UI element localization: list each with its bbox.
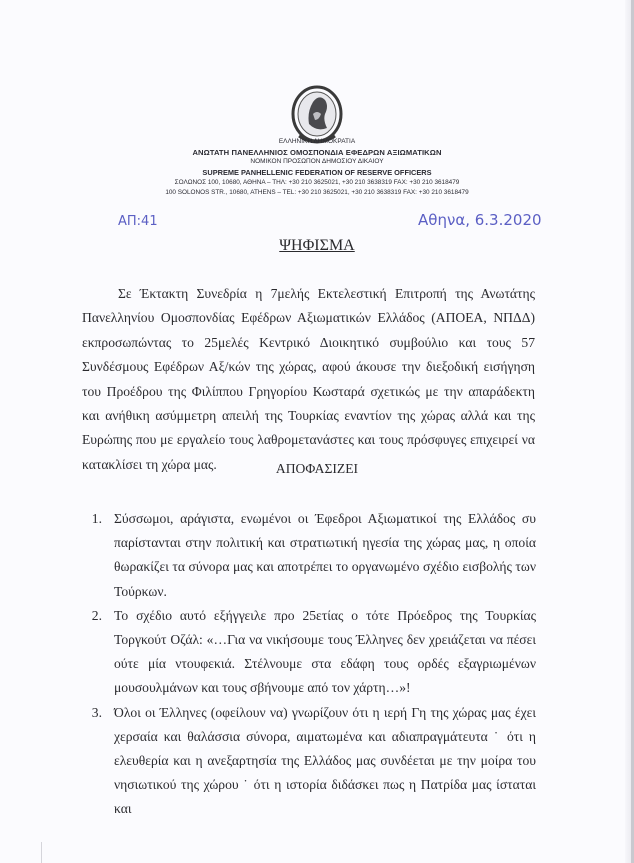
list-item-text: Το σχέδιο αυτό εξήγγειλε προ 25ετίας ο τότε Πρόεδρος της Τουρκίας Τοργκούτ Οζάλ: «…Για να νικήσουμε τους Έλληνες δεν χρειάζεται να πέσει ούτε μία ντουφεκιά. Στέλνουμε στα εδάφη τους ορδές εξαγριωμένων μουσουλμάνων και τους σβήνουμε από τον χάρτη…»! bbox=[114, 607, 536, 696]
list-item-number: 2. bbox=[91, 607, 102, 623]
list-item-number: 3. bbox=[91, 704, 102, 720]
decides-heading: ΑΠΟΦΑΣΙΖΕΙ bbox=[275, 461, 359, 476]
letterhead-organization-english: SUPREME PANHELLENIC FEDERATION OF RESERVE OFFICERS bbox=[202, 168, 432, 177]
list-item-text: Σύσσωμοι, αράγιστα, ενωμένοι οι Έφεδροι Αξιωματικοί της Ελλάδος συ παρίστανται στην πολιτική και στρατιωτική ηγεσία της χώρας μας, η οποία θωρακίζει τα σύνορα μας και αποτρέπει το οργανωμένο σχέδιο εισβολής των Τούρκων. bbox=[114, 511, 536, 599]
list-item bbox=[82, 701, 536, 822]
list-item-number: 1. bbox=[91, 511, 102, 526]
list-item-text: Όλοι οι Έλληνες (οφείλουν να) γνωρίζουν ότι η ιερή Γη της χώρας μας έχει χερσαία και θαλάσσια σύνορα, αιματωμένα και αδιαπραγμάτευτα ˙ ότι η ελευθερία και η ανεξαρτησία της Ελλάδος μας συνδέεται με την μοίρα του νησιωτικού της χώρου ˙ ότι η ιστορία διδάσκει πως η Πατρίδα μας ίσταται και bbox=[114, 704, 536, 817]
handwritten-date: Αθηνα, 6.3.2020 bbox=[418, 211, 542, 229]
letterhead-address-greek: ΣΟΛΩΝΟΣ 100, 10680, ΑΘΗΝΑ – ΤΗΛ: +30 210 3625021, +30 210 3638319 FAX: +30 210 3618479 bbox=[174, 179, 460, 186]
document-title: ΨΗΦΙΣΜΑ bbox=[279, 237, 355, 254]
letterhead-organization: ΑΝΩΤΑΤΗ ΠΑΝΕΛΛΗΝΙΟΣ ΟΜΟΣΠΟΝΔΙΑ ΕΦΕΔΡΩΝ ΑΞΙΩΜΑΤΙΚΩΝ bbox=[192, 148, 442, 157]
resolution-list bbox=[82, 507, 536, 822]
letterhead-address-english: 100 SOLONOS STR., 10680, ATHENS – TEL: +30 210 3625021, +30 210 3638319 FAX: +30 210 3618479 bbox=[165, 189, 469, 196]
list-item bbox=[82, 507, 536, 604]
letterhead-country: ΕΛΛΗΝΙΚΗ ΔΗΜΟΚΡΑΤΙΑ bbox=[278, 138, 356, 145]
letterhead-legal-status: ΝΟΜΙΚΟΝ ΠΡΟΣΩΠΟΝ ΔΗΜΟΣΙΟΥ ΔΙΚΑΙΟΥ bbox=[250, 158, 384, 165]
scan-artifact-line bbox=[41, 842, 42, 863]
intro-paragraph: Σε Έκτακτη Συνεδρία η 7μελής Εκτελεστική Επιτροπή της Ανωτάτης Πανελληνίου Ομοσπονδίας Εφέδρων Αξιωματικών Ελλάδος (ΑΠΟΕΑ, ΝΠΔΔ) εκπροσωπώντας το 25μελές Κεντρικό Διοικητικό συμβούλιο και τους 57 Συνδέσμους Εφέδρων Αξ/κών της χώρας, αφού άκουσε την διεξοδική εισήγηση του Προέδρου της Φιλίππου Γρηγορίου Κωσταρά σχετικώς με την απαράδεκτη και ανήθικη ασύμμετρη απειλή της Τουρκίας εναντίον της χώρας αλλά και της Ευρώπης που με εργαλείο τους λαθρομετανάστες και τους πρόσφυγες επιχειρεί να κατακλίσει τη χώρα μας. bbox=[82, 286, 535, 472]
handwritten-reference-number: ΑΠ:41 bbox=[118, 214, 158, 229]
list-item bbox=[82, 604, 536, 701]
